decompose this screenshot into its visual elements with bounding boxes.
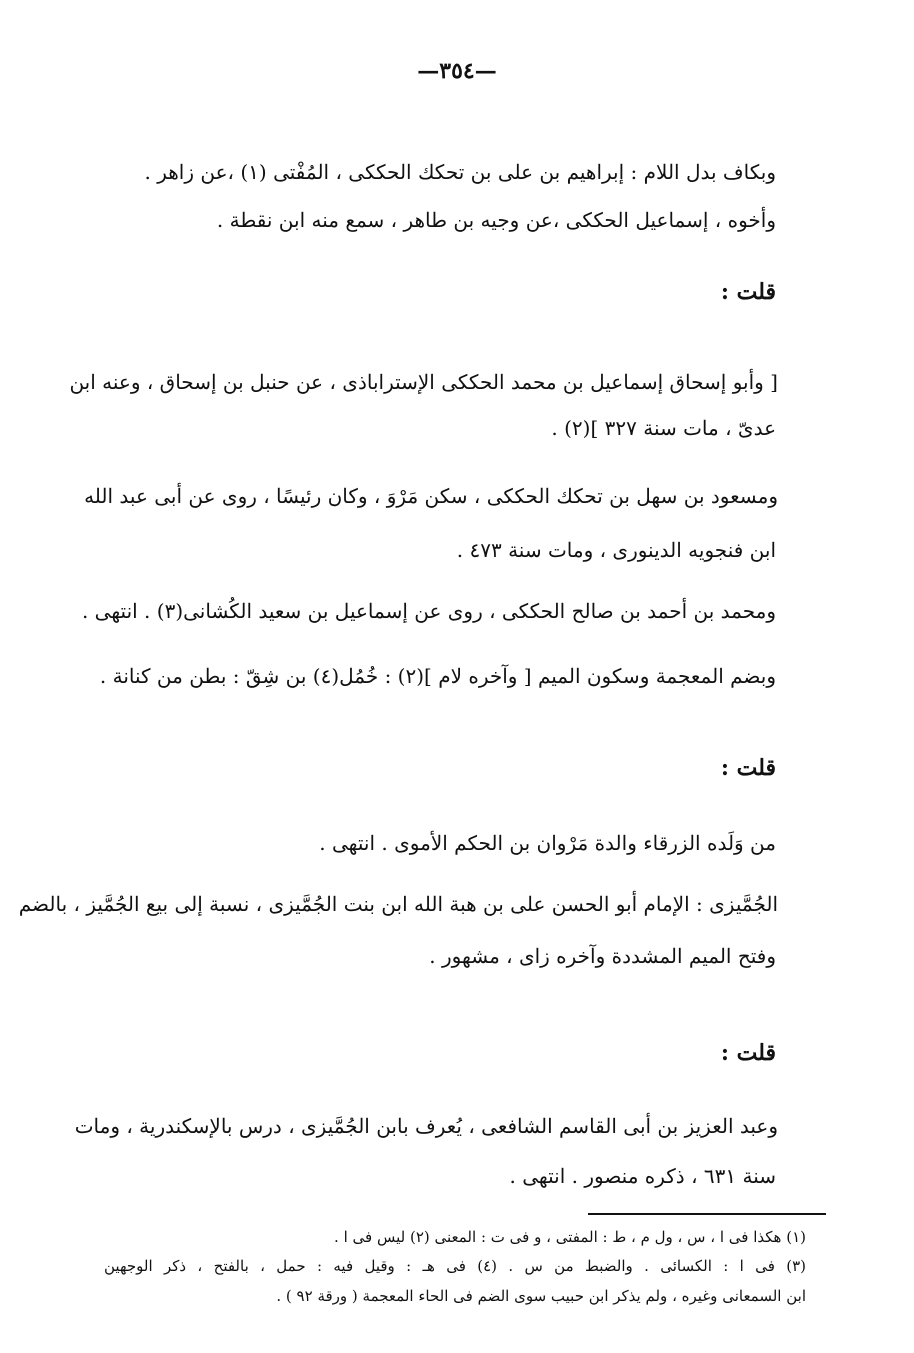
section-heading-1: قلت :: [720, 279, 776, 305]
body-line-4: عدىّ ، مات سنة ٣٢٧ ](٢) .: [551, 416, 776, 440]
section-heading-2: قلت :: [720, 755, 776, 781]
body-line-9: من وَلَده الزرقاء والدة مَرْوان بن الحكم الأموى . انتهى .: [319, 831, 776, 855]
body-line-12: وعبد العزيز بن أبى القاسم الشافعى ، يُعرف بابن الجُمَّيزى ، درس بالإسكندرية ، ومات: [74, 1114, 778, 1138]
body-line-11: وفتح الميم المشددة وآخره زاى ، مشهور .: [429, 944, 776, 968]
body-line-13: سنة ٦٣١ ، ذكره منصور . انتهى .: [509, 1164, 776, 1188]
body-line-1: وبكاف بدل اللام : إبراهيم بن على بن تحكك الحككى ، المُفْتى (١) ،عن زاهر .: [144, 160, 776, 184]
body-line-6: ابن فنجويه الدينورى ، ومات سنة ٤٧٣ .: [456, 538, 776, 562]
footnote-line-2: (٣) فى ا : الكسائى . والضبط من س . (٤) فى هـ : وقيل فيه : حمل ، بالفتح ، ذكر الوجهين: [104, 1257, 806, 1275]
body-line-5: ومسعود بن سهل بن تحكك الحككى ، سكن مَرْوَ ، وكان رئيسًا ، روى عن أبى عبد الله: [84, 484, 778, 508]
body-line-3: [ وأبو إسحاق إسماعيل بن محمد الحككى الإستراباذى ، عن حنبل بن إسحاق ، وعنه ابن: [69, 370, 778, 394]
footnote-line-3: ابن السمعانى وغيره ، ولم يذكر ابن حبيب سوى الضم فى الحاء المعجمة ( ورقة ٩٢ ) .: [276, 1287, 806, 1305]
page-number: —٣٥٤—: [417, 58, 497, 84]
body-line-7: ومحمد بن أحمد بن صالح الحككى ، روى عن إسماعيل بن سعيد الكُشانى(٣) . انتهى .: [81, 599, 776, 623]
body-line-8: وبضم المعجمة وسكون الميم [ وآخره لام ](٢) : خُمُل(٤) بن شِقّ : بطن من كنانة .: [99, 664, 776, 688]
footnote-divider: [588, 1213, 826, 1215]
body-line-2: وأخوه ، إسماعيل الحككى ،عن وجيه بن طاهر ، سمع منه ابن نقطة .: [216, 208, 776, 232]
footnote-line-1: (١) هكذا فى ا ، س ، ول م ، ط : المفتى ، و فى ت : المعنى (٢) ليس فى ا .: [334, 1228, 806, 1246]
section-heading-3: قلت :: [720, 1040, 776, 1066]
body-line-10: الجُمَّيزى : الإمام أبو الحسن على بن هبة الله ابن بنت الجُمَّيزى ، نسبة إلى بيع الجُمَّيز ، بالضم: [18, 892, 778, 916]
